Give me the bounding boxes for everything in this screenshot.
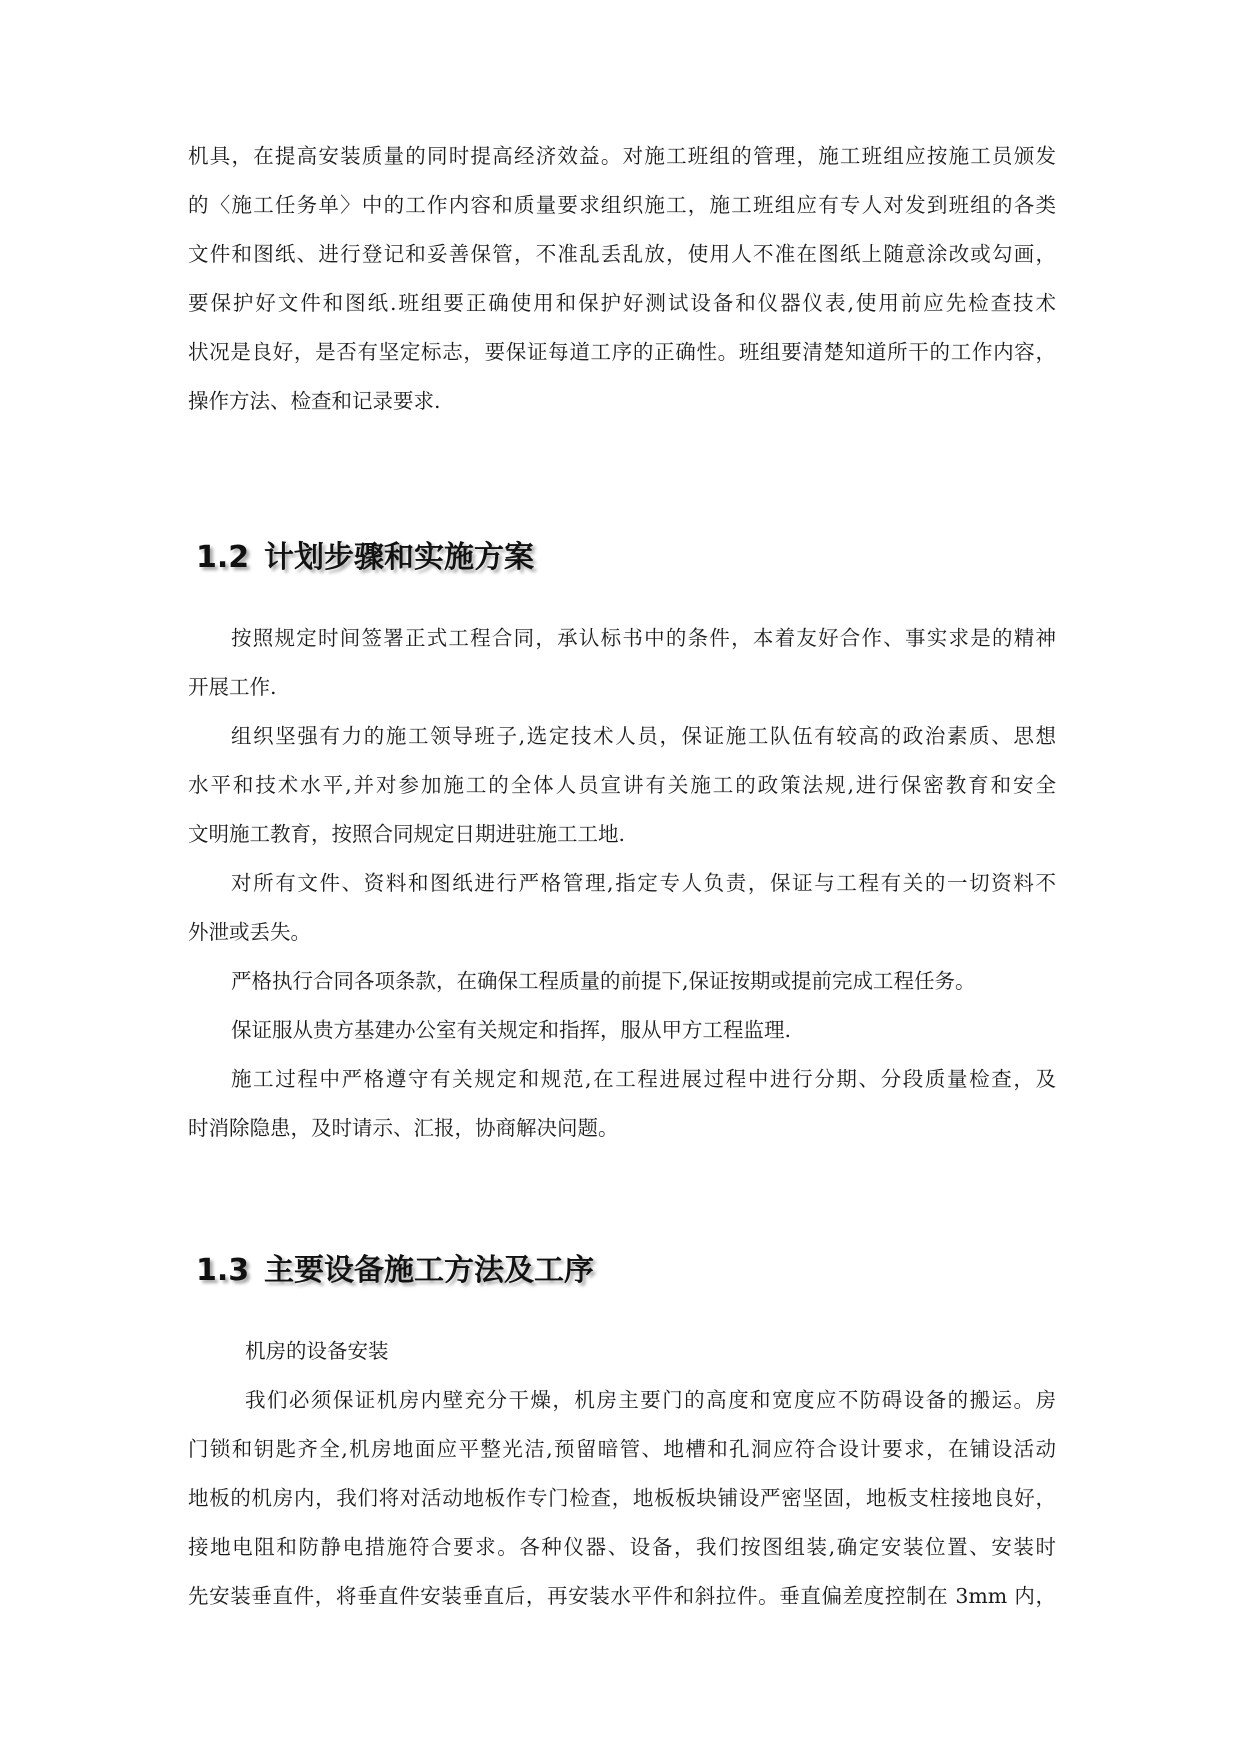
text-line: 开展工作. [188,675,277,699]
text-line: 的〈施工任务单〉中的工作内容和质量要求组织施工，施工班组应有专人对发到班组的各类 [188,193,1056,217]
text-line: 时消除隐患，及时请示、汇报，协商解决问题。 [188,1116,619,1140]
text-line: 我们必须保证机房内壁充分干燥，机房主要门的高度和宽度应不防碍设备的搬运。房 [245,1388,1056,1412]
text-line: 要保护好文件和图纸.班组要正确使用和保护好测试设备和仪器仪表,使用前应先检查技术 [188,291,1056,315]
subheading: 机房的设备安装 [245,1339,389,1363]
text-line: 状况是良好，是否有坚定标志，要保证每道工序的正确性。班组要清楚知道所干的工作内容， [188,340,1056,364]
text-line: 施工过程中严格遵守有关规定和规范,在工程进展过程中进行分期、分段质量检查，及 [231,1067,1056,1091]
text-line: 门锁和钥匙齐全,机房地面应平整光洁,预留暗管、地槽和孔洞应符合设计要求，在铺设活动 [188,1437,1056,1461]
section-1-3-body [188,1327,1056,1621]
text-line: 组织坚强有力的施工领导班子,选定技术人员，保证施工队伍有较高的政治素质、思想 [231,724,1056,748]
text-line: 机具，在提高安装质量的同时提高经济效益。对施工班组的管理，施工班组应按施工员颁发 [188,144,1056,168]
text-line: 严格执行合同各项条款，在确保工程质量的前提下,保证按期或提前完成工程任务。 [231,969,976,993]
section-number: 1.2 [196,540,250,575]
section-title: 计划步骤和实施方案 [264,540,534,575]
text-line: 文件和图纸、进行登记和妥善保管，不准乱丢乱放，使用人不准在图纸上随意涂改或勾画， [188,242,1056,266]
text-line: 按照规定时间签署正式工程合同，承认标书中的条件，本着友好合作、事实求是的精神 [231,626,1056,650]
section-1-2-body [188,614,1056,1153]
text-line: 文明施工教育，按照合同规定日期进驻施工工地. [188,822,626,846]
text-line: 接地电阻和防静电措施符合要求。各种仪器、设备，我们按图组装,确定安装位置、安装时 [188,1535,1056,1559]
text-line: 先安装垂直件，将垂直件安装垂直后，再安装水平件和斜拉件。垂直偏差度控制在 3mm 内， [188,1584,1056,1608]
text-line: 地板的机房内，我们将对活动地板作专门检查，地板板块铺设严密坚固，地板支柱接地良好， [188,1486,1056,1510]
text-line: 操作方法、检查和记录要求. [188,389,441,413]
section-number: 1.3 [196,1253,250,1288]
text-line: 水平和技术水平,并对参加施工的全体人员宣讲有关施工的政策法规,进行保密教育和安全 [188,773,1056,797]
text-line: 外泄或丢失。 [188,920,311,944]
section-heading-1-2 [196,532,534,576]
section-title: 主要设备施工方法及工序 [264,1253,594,1288]
section-heading-1-3 [196,1245,594,1289]
intro-paragraph [188,132,1056,426]
text-line: 保证服从贵方基建办公室有关规定和指挥，服从甲方工程监理. [231,1018,792,1042]
text-line: 对所有文件、资料和图纸进行严格管理,指定专人负责，保证与工程有关的一切资料不 [231,871,1056,895]
